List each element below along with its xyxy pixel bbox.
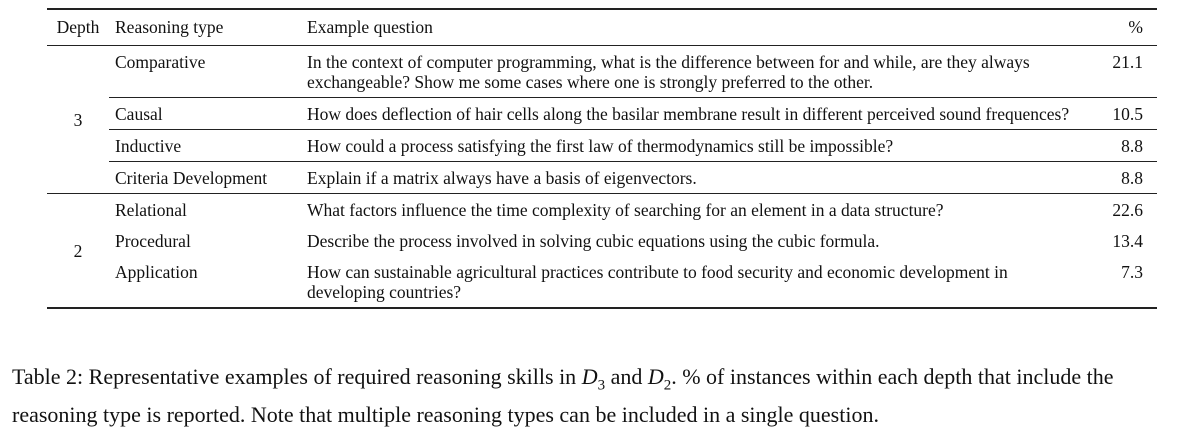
percent-cell: 8.8 (1087, 130, 1157, 162)
percent-cell: 10.5 (1087, 98, 1157, 130)
percent-cell: 8.8 (1121, 168, 1143, 188)
example-question-cell: Explain if a matrix always have a basis of eigenvectors. (307, 168, 697, 188)
reasoning-type-cell: Application (115, 262, 198, 282)
example-question-cell: How could a process satisfying the first law of thermodynamics still be impossible? (301, 130, 1087, 162)
example-question-cell: What factors influence the time complexity of searching for an element in a data structure? (307, 200, 944, 220)
depth-group-2 (47, 194, 1157, 309)
table-row (47, 256, 1157, 308)
caption-text: Representative examples of required reasoning skills in (83, 364, 582, 389)
reasoning-type-cell: Relational (115, 200, 187, 220)
caption-sub-3: 3 (597, 377, 606, 394)
example-question-cell: Describe the process involved in solving cubic equations using the cubic formula. (307, 231, 880, 251)
example-question-cell: In the context of computer programming, what is the difference between for and while, are they always exchangeable? Show me some cases where one is strongly preferred to the other. (301, 46, 1087, 98)
caption-sub-2: 2 (663, 377, 672, 394)
table-row (47, 194, 1157, 226)
percent-cell: 21.1 (1087, 46, 1157, 98)
caption-var-d3: D (581, 364, 598, 389)
caption-label: Table 2: (12, 364, 84, 389)
caption-and: and (605, 364, 648, 389)
reasoning-type-cell: Inductive (109, 130, 301, 162)
header-example-question: Example question (307, 17, 433, 37)
table-row (47, 225, 1157, 256)
percent-cell: 13.4 (1112, 231, 1143, 251)
table-row (47, 98, 1157, 130)
reasoning-type-cell: Comparative (109, 46, 301, 98)
table-row (47, 46, 1157, 98)
caption-text-rest: . % of instances within each depth that include the reasoning type is reported. Note that multiple reasoning types can be included in a single question. (12, 364, 1114, 428)
reasoning-table (47, 8, 1157, 309)
header-percent: % (1128, 17, 1143, 37)
caption-var-d2: D (647, 364, 664, 389)
percent-cell: 7.3 (1121, 262, 1143, 282)
depth-cell: 2 (73, 241, 83, 261)
table-row (47, 130, 1157, 162)
header-reasoning-type: Reasoning type (115, 17, 224, 37)
table-row (47, 162, 1157, 194)
example-question-cell: How can sustainable agricultural practices contribute to food security and economic development in developing countries? (307, 262, 1008, 302)
reasoning-table-container (47, 8, 1157, 309)
depth-group-3 (47, 46, 1157, 194)
header-depth: Depth (56, 17, 100, 37)
reasoning-type-cell: Procedural (115, 231, 191, 251)
depth-cell: 3 (73, 110, 83, 130)
reasoning-type-cell: Causal (109, 98, 301, 130)
reasoning-type-cell: Criteria Development (115, 168, 268, 188)
percent-cell: 22.6 (1112, 200, 1143, 220)
table-header-row (47, 9, 1157, 46)
table-caption (12, 362, 1192, 429)
example-question-cell: How does deflection of hair cells along the basilar membrane result in different perceived sound frequences? (301, 98, 1087, 130)
